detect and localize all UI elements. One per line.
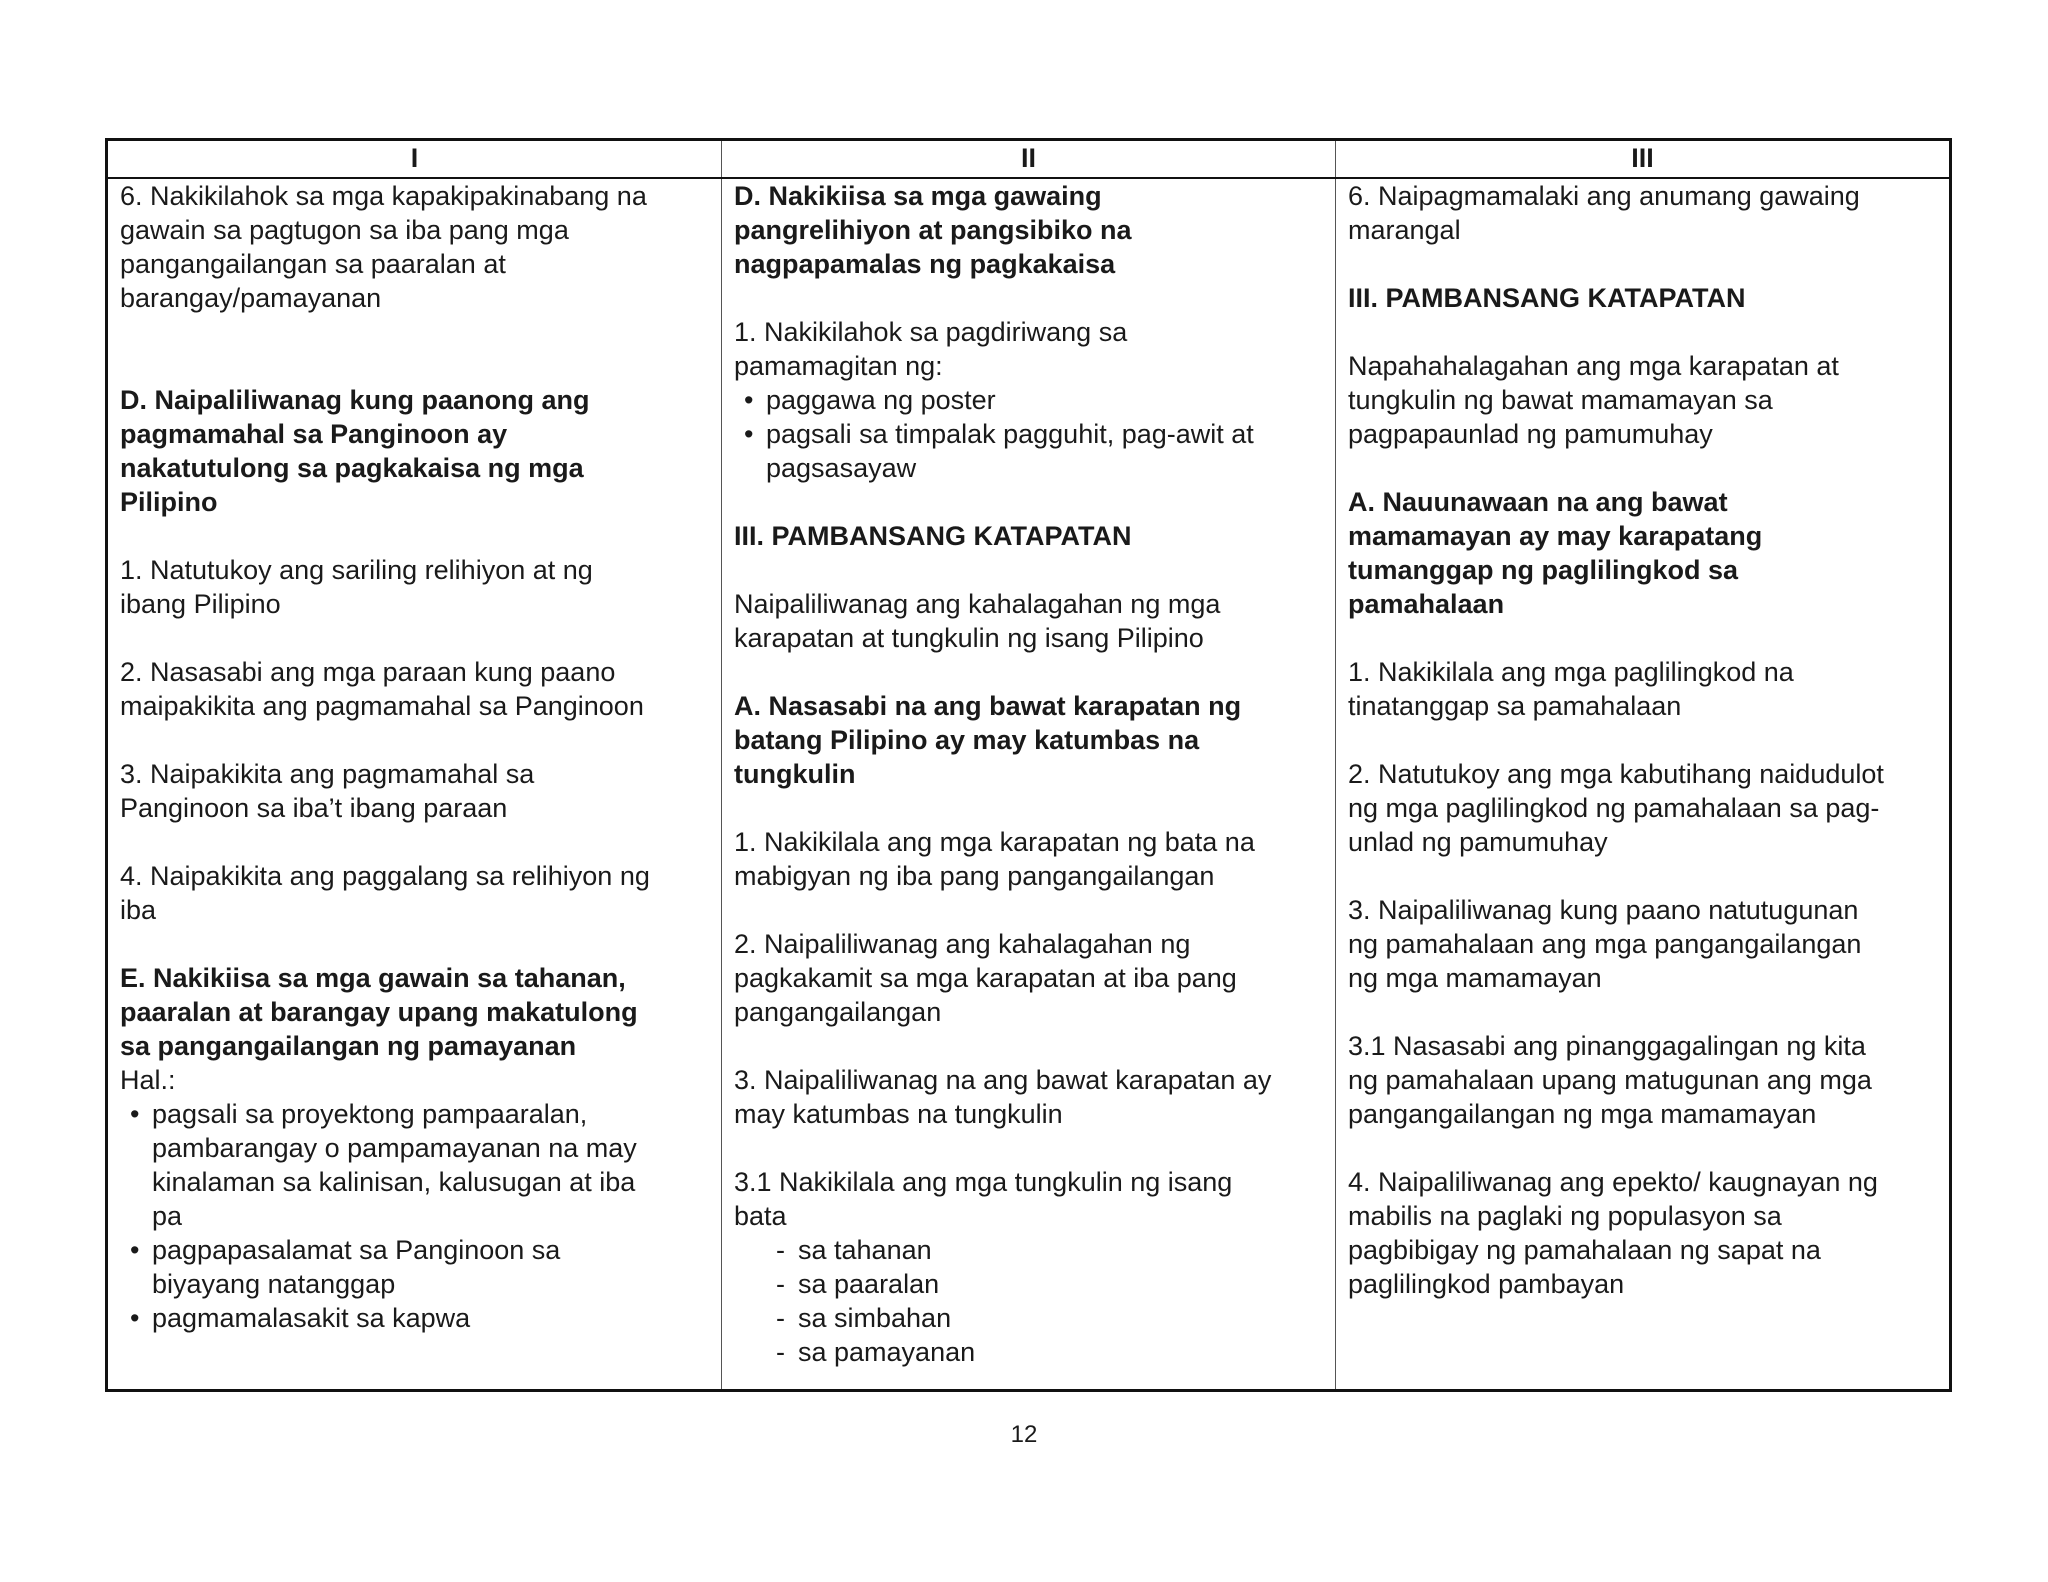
col2-heading-a: A. Nasasabi na ang bawat karapatan ng batang Pilipino ay may katumbas na tungkulin	[734, 691, 1242, 789]
list-item: • paggawa ng poster	[734, 383, 1325, 417]
col1-item-1: 1. Natutukoy ang sariling relihiyon at ng ibang Pilipino	[120, 555, 593, 619]
column-iii-cell	[1335, 179, 1949, 1389]
col1-item-6: 6. Nakikilahok sa mga kapakipakinabang na gawain sa pagtugon sa iba pang mga pangangailangan sa paaralan at barangay/pamayanan	[120, 181, 647, 313]
list-item: - sa paaralan	[776, 1267, 1325, 1301]
list-item: - sa simbahan	[776, 1301, 1325, 1335]
curriculum-table	[105, 138, 1952, 1392]
column-i-cell	[108, 179, 721, 1389]
col1-bullet-list	[120, 1097, 711, 1335]
col3-item-3-1: 3.1 Nasasabi ang pinanggagalingan ng kita ng pamahalaan upang matugunan ang mga pangangailangan ng mga mamamayan	[1348, 1031, 1872, 1129]
col1-item-4: 4. Naipakikita ang paggalang sa relihiyon ng iba	[120, 861, 650, 925]
list-item: - sa tahanan	[776, 1233, 1325, 1267]
col2-item-1b: 1. Nakikilala ang mga karapatan ng bata na mabigyan ng iba pang pangangailangan	[734, 827, 1255, 891]
col1-hal-label: Hal.:	[120, 1065, 176, 1095]
col2-item-1: 1. Nakikilahok sa pagdiriwang sa pamamagitan ng:	[734, 317, 1128, 381]
list-item: • pagsali sa timpalak pagguhit, pag-awit at pagsasayaw	[734, 417, 1325, 485]
col1-heading-e: E. Nakikiisa sa mga gawain sa tahanan, paaralan at barangay upang makatulong sa pangangailangan ng pamayanan	[120, 963, 638, 1061]
col3-item-3: 3. Naipaliliwanag kung paano natutugunan ng pamahalaan ang mga pangangailangan ng mga mamamayan	[1348, 895, 1862, 993]
column-header-iii: III	[1335, 141, 1949, 177]
list-item: • pagpapasalamat sa Panginoon sa biyayang natanggap	[120, 1233, 711, 1301]
col3-item-4: 4. Naipaliliwanag ang epekto/ kaugnayan ng mabilis na paglaki ng populasyon sa pagbibigay ng pamahalaan ng sapat na paglilingkod pambayan	[1348, 1167, 1878, 1299]
page-number: 12	[1010, 1421, 1038, 1448]
col2-description: Naipaliliwanag ang kahalagahan ng mga karapatan at tungkulin ng isang Pilipino	[734, 589, 1221, 653]
col2-bullet-list	[734, 383, 1325, 485]
col3-heading-iii: III. PAMBANSANG KATAPATAN	[1348, 283, 1746, 313]
col1-heading-d: D. Naipaliliwanag kung paanong ang pagmamahal sa Panginoon ay nakatutulong sa pagkakaisa ng mga Pilipino	[120, 385, 590, 517]
col3-description: Napahahalagahan ang mga karapatan at tungkulin ng bawat mamamayan sa pagpapaunlad ng pamumuhay	[1348, 351, 1839, 449]
col1-item-3: 3. Naipakikita ang pagmamahal sa Panginoon sa iba’t ibang paraan	[120, 759, 535, 823]
col2-dash-list	[734, 1233, 1325, 1369]
col3-item-1: 1. Nakikilala ang mga paglilingkod na tinatanggap sa pamahalaan	[1348, 657, 1794, 721]
col3-item-6: 6. Naipagmamalaki ang anumang gawaing marangal	[1348, 181, 1860, 245]
col1-item-2: 2. Nasasabi ang mga paraan kung paano maipakikita ang pagmamahal sa Panginoon	[120, 657, 644, 721]
table-body-row	[108, 179, 1949, 1389]
list-item: • pagmamalasakit sa kapwa	[120, 1301, 711, 1335]
column-header-ii: II	[721, 141, 1335, 177]
col3-item-2: 2. Natutukoy ang mga kabutihang naidudulot ng mga paglilingkod ng pamahalaan sa pag- unlad ng pamumuhay	[1348, 759, 1884, 857]
list-item: • pagsali sa proyektong pampaaralan, pambarangay o pampamayanan na may kinalaman sa kalinisan, kalusugan at iba pa	[120, 1097, 711, 1233]
col3-heading-a: A. Nauunawaan na ang bawat mamamayan ay may karapatang tumanggap ng paglilingkod sa pamahalaan	[1348, 487, 1763, 619]
col2-heading-d: D. Nakikiisa sa mga gawaing pangrelihiyon at pangsibiko na nagpapamalas ng pagkakaisa	[734, 181, 1132, 279]
col2-item-3-1: 3.1 Nakikilala ang mga tungkulin ng isang bata	[734, 1167, 1233, 1231]
col2-item-2: 2. Naipaliliwanag ang kahalagahan ng pagkakamit sa mga karapatan at iba pang pangangailangan	[734, 929, 1237, 1027]
col2-heading-iii: III. PAMBANSANG KATAPATAN	[734, 521, 1132, 551]
column-header-i: I	[410, 143, 419, 173]
col2-item-3: 3. Naipaliliwanag na ang bawat karapatan ay may katumbas na tungkulin	[734, 1065, 1272, 1129]
list-item: - sa pamayanan	[776, 1335, 1325, 1369]
column-ii-cell	[721, 179, 1335, 1389]
table-header-row	[108, 141, 1949, 179]
